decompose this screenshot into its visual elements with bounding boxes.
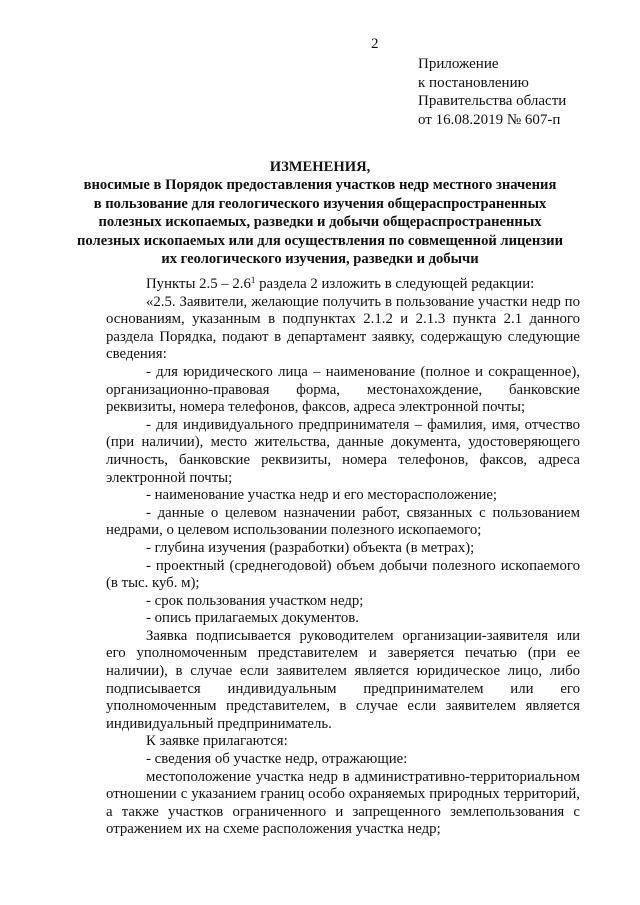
list-item-term: - срок пользования участком недр; (146, 592, 364, 609)
list-item-entrepreneur: - для индивидуального предпринимателя – фамилия, имя, отчество (при наличии), место жительства, данные документа, удостоверяющего личность, банковские реквизиты, номера телефонов, факсов, адреса электронной почты; (106, 416, 580, 486)
title-line: полезных ископаемых, разведки и добычи общераспространенных (98, 214, 542, 231)
title-line: ИЗМЕНЕНИЯ, (269, 159, 371, 175)
list-item-legal-entity: - для юридического лица – наименование (полное и сокращенное), организационно-правовая форма, местонахождение, банковские реквизиты, номера телефонов, факсов, адреса электронной почты; (106, 363, 580, 416)
list-item-site-info: - сведения об участке недр, отражающие: (146, 751, 408, 768)
intro-superscript: 1 (250, 275, 256, 285)
paragraph-2-5: «2.5. Заявители, желающие получить в пользование участки недр по основаниям, указанным в подпунктах 2.1.2 и 2.1.3 пункта 2.1 данного раздела Порядка, подают в департамент заявку, содержащую следующие сведения: (106, 293, 580, 363)
intro-text: Пункты 2.5 – 2.6 (146, 276, 251, 292)
intro-paragraph (106, 276, 580, 294)
list-item-site-name: - наименование участка недр и его месторасположение; (146, 487, 498, 504)
appendix-line: Правительства области (418, 93, 567, 109)
paragraph-signature: Заявка подписывается руководителем организации-заявителя или его уполномоченным представителем и заверяется печатью (при ее наличии), в случае если заявителем является юридическое лицо, либо подписывается индивидуальным предпринимателем или его уполномоченным представителем, в случае если заявителем является индивидуальный предприниматель. (106, 627, 580, 732)
document-title (0, 158, 640, 268)
page-number: 2 (371, 36, 379, 52)
list-item-depth: - глубина изучения (разработки) объекта (в метрах); (146, 539, 475, 556)
appendix-line: Приложение (418, 56, 499, 72)
intro-text-rest: раздела 2 изложить в следующей редакции: (255, 276, 535, 292)
list-item-inventory: - опись прилагаемых документов. (146, 610, 359, 627)
paragraph-attachments: К заявке прилагаются: (146, 733, 288, 750)
title-line: вносимые в Порядок предоставления участков недр местного значения (83, 177, 557, 194)
paragraph-location: местоположение участка недр в административно-территориальном отношении с указанием границ особо охраняемых природных территорий, а также участков ограниченного и запрещенного землепользования с отражением их на схеме расположения участка недр; (106, 768, 580, 838)
list-item-purpose: - данные о целевом назначении работ, связанных с пользованием недрами, о целевом использовании полезного ископаемого; (106, 504, 580, 539)
title-line: их геологического изучения, разведки и добычи (161, 251, 479, 268)
title-line: в пользование для геологического изучения общераспространенных (93, 195, 547, 212)
appendix-block (418, 55, 566, 129)
appendix-line: от 16.08.2019 № 607-п (418, 111, 561, 128)
document-body (106, 276, 580, 839)
list-item-volume: - проектный (среднегодовой) объем добычи полезного ископаемого (в тыс. куб. м); (106, 557, 580, 592)
title-line: полезных ископаемых или для осуществления по совмещенной лицензии (77, 232, 563, 249)
appendix-line: к постановлению (418, 74, 529, 91)
